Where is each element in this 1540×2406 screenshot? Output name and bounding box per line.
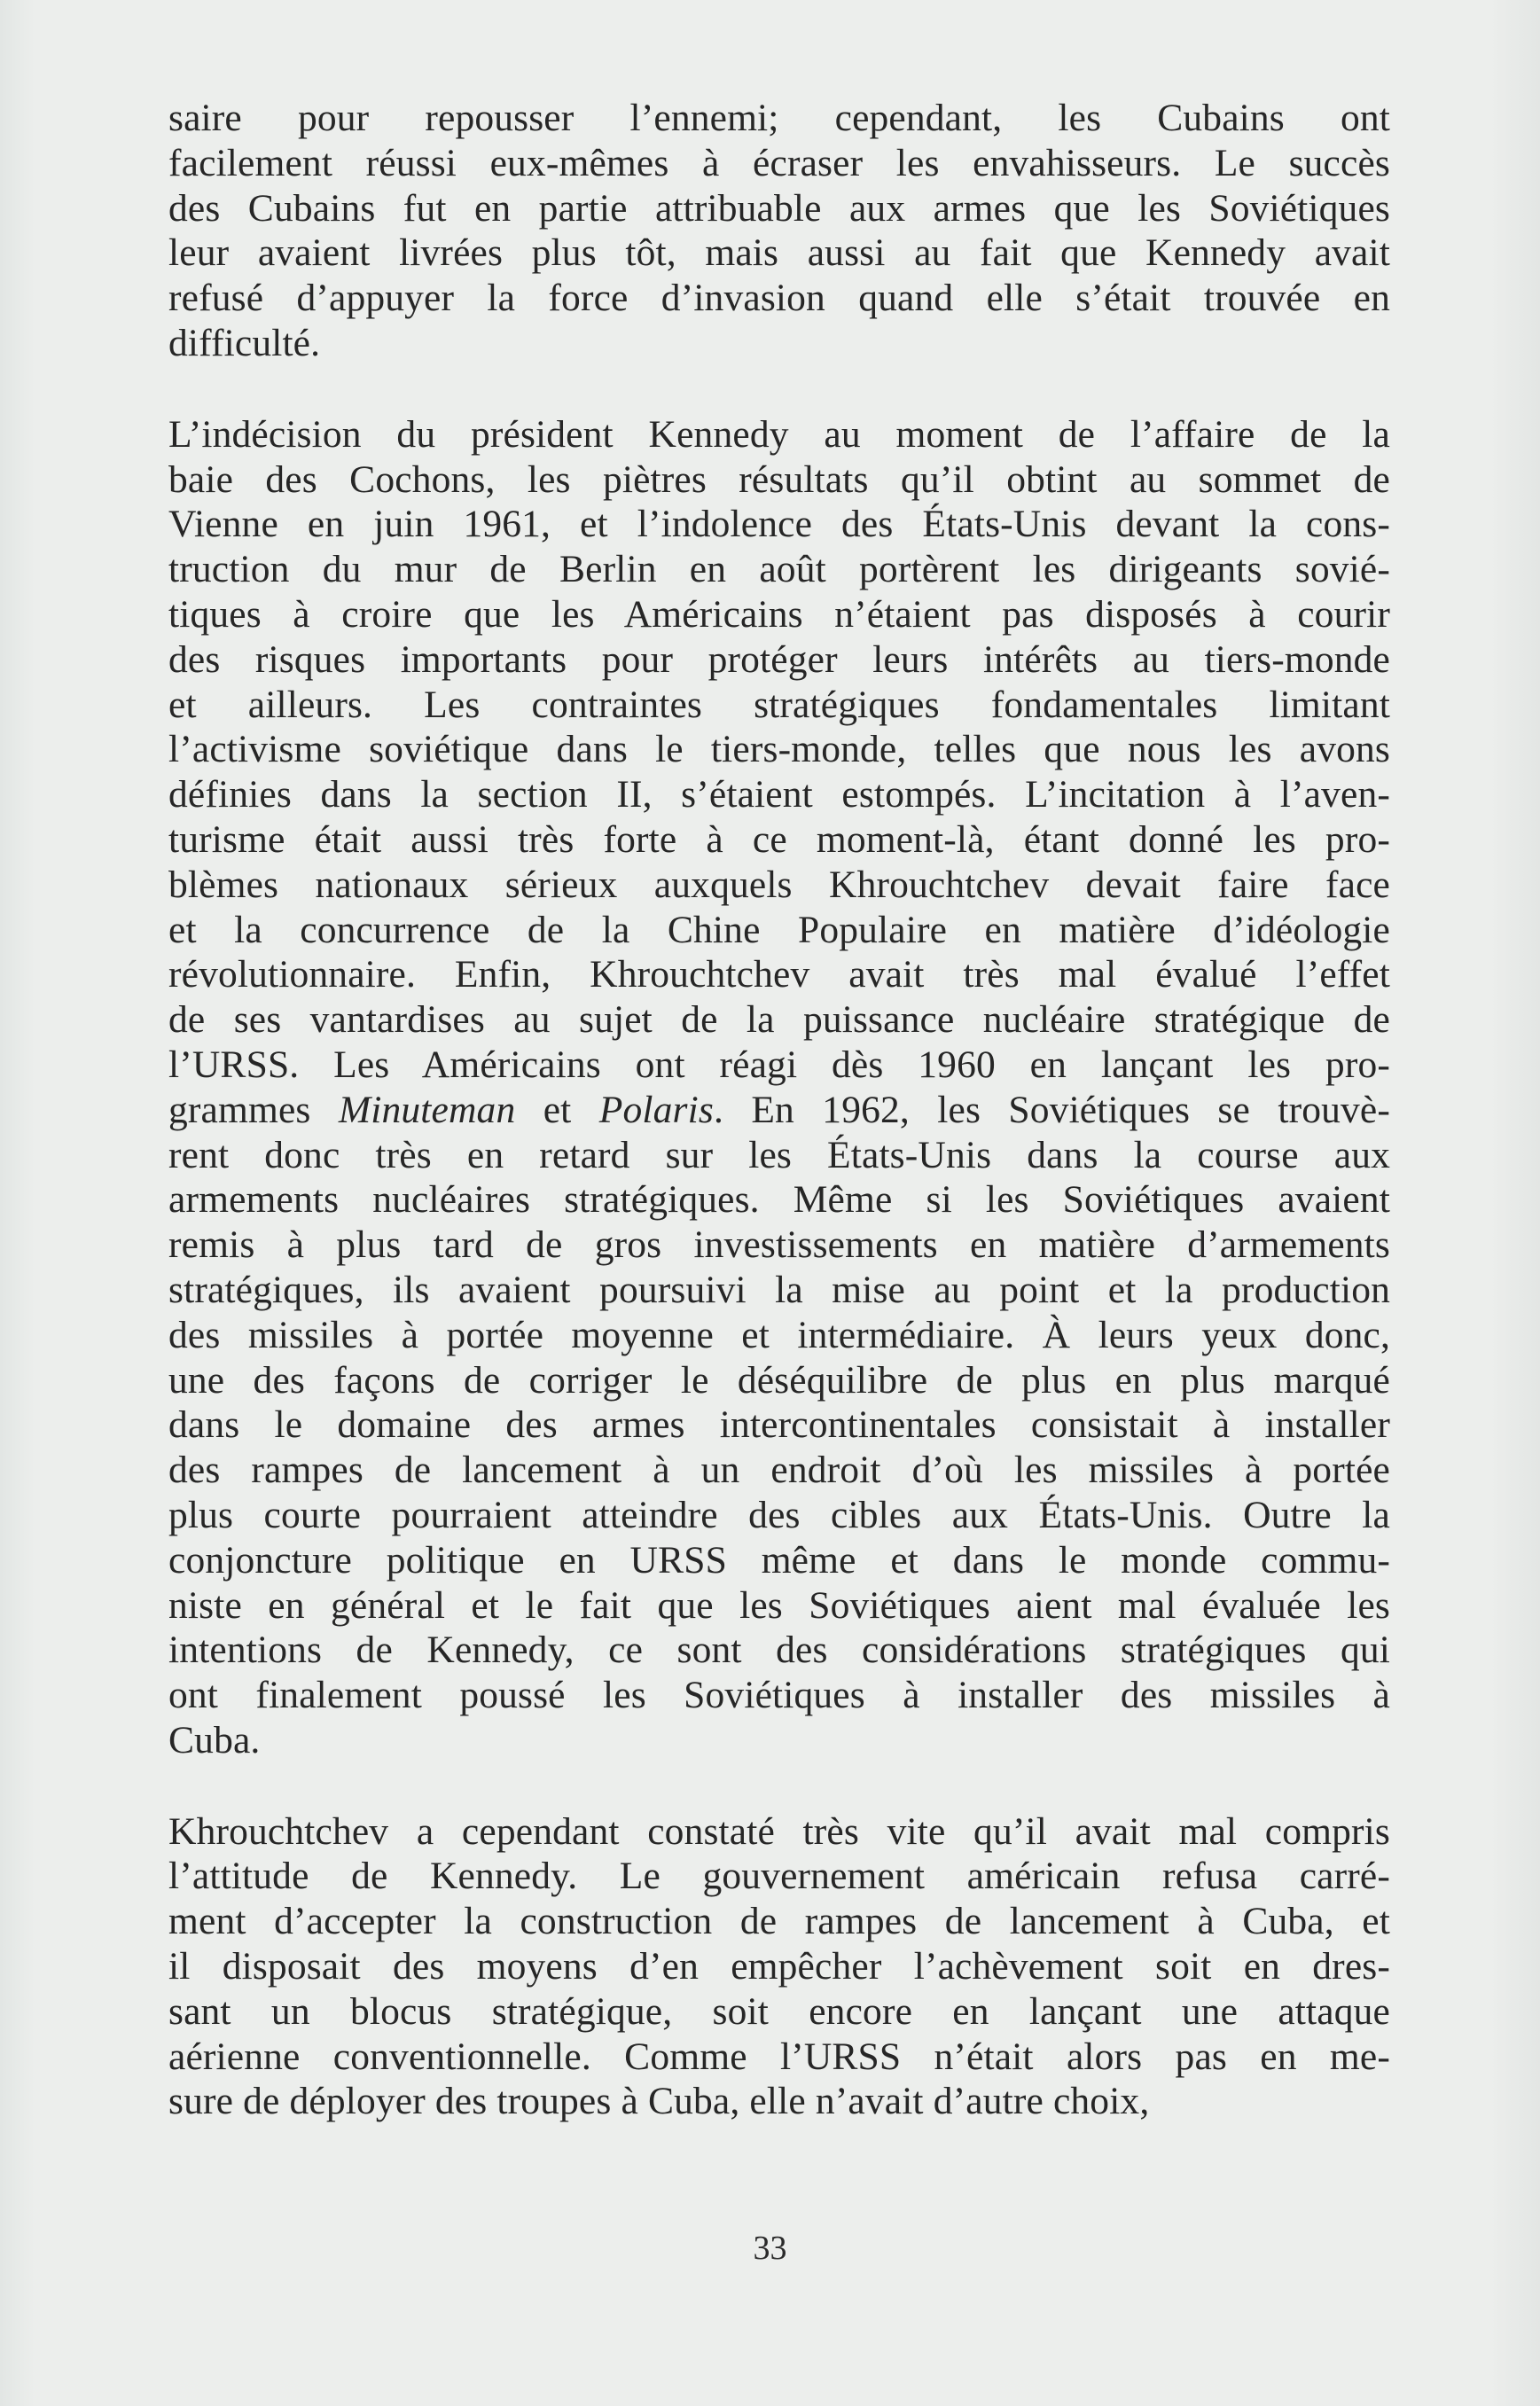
text-line: remis à plus tard de gros investissements en matière d’armements bbox=[168, 1223, 1390, 1267]
text-line: plus courte pourraient atteindre des cibles aux États-Unis. Outre la bbox=[168, 1493, 1390, 1536]
text-line: baie des Cochons, les piètres résultats qu’il obtint au sommet de bbox=[168, 457, 1390, 501]
text-line: l’activisme soviétique dans le tiers-monde, telles que nous les avons bbox=[168, 728, 1390, 771]
text-line: l’URSS. Les Américains ont réagi dès 1960 en lançant les pro- bbox=[168, 1043, 1390, 1086]
text-line: et ailleurs. Les contraintes stratégiques fondamentales limitant bbox=[168, 683, 1390, 726]
text-line: leur avaient livrées plus tôt, mais aussi au fait que Kennedy avait bbox=[168, 231, 1390, 275]
text-line: il disposait des moyens d’en empêcher l’achèvement soit en dres- bbox=[168, 1945, 1390, 1988]
text-line: des missiles à portée moyenne et intermédiaire. À leurs yeux donc, bbox=[168, 1313, 1390, 1356]
text-line: conjoncture politique en URSS même et dans le monde commu- bbox=[168, 1538, 1390, 1582]
text-line: des Cubains fut en partie attribuable aux armes que les Soviétiques bbox=[168, 186, 1390, 230]
body-text bbox=[168, 96, 1390, 2124]
text-line: intentions de Kennedy, ce sont des considérations stratégiques qui bbox=[168, 1629, 1390, 1672]
text-line: grammes Minuteman et Polaris. En 1962, les Soviétiques se trouvè- bbox=[168, 1088, 1390, 1131]
paragraph-3 bbox=[168, 1809, 1390, 2125]
paragraph-1 bbox=[168, 96, 1390, 366]
text-line: rent donc très en retard sur les États-Unis dans la course aux bbox=[168, 1133, 1390, 1176]
italic-minuteman: Minuteman bbox=[338, 1088, 516, 1131]
text-line: de ses vantardises au sujet de la puissance nucléaire stratégique de bbox=[168, 998, 1390, 1042]
text-line: blèmes nationaux sérieux auxquels Khrouchtchev devait faire face bbox=[168, 863, 1390, 906]
text-line: des rampes de lancement à un endroit d’où les missiles à portée bbox=[168, 1449, 1390, 1492]
text-line: ont finalement poussé les Soviétiques à installer des missiles à bbox=[168, 1674, 1390, 1717]
text-line: l’attitude de Kennedy. Le gouvernement américain refusa carré- bbox=[168, 1855, 1390, 1898]
text-line: stratégiques, ils avaient poursuivi la mise au point et la production bbox=[168, 1268, 1390, 1311]
text-line: armements nucléaires stratégiques. Même si les Soviétiques avaient bbox=[168, 1178, 1390, 1222]
paragraph-2 bbox=[168, 412, 1390, 1763]
text-line: sant un blocus stratégique, soit encore en lançant une attaque bbox=[168, 1989, 1390, 2033]
text-line: saire pour repousser l’ennemi; cependant, les Cubains ont bbox=[168, 97, 1390, 139]
text-line: L’indécision du président Kennedy au moment de l’affaire de la bbox=[168, 412, 1390, 456]
text-line: des risques importants pour protéger leurs intérêts au tiers-monde bbox=[168, 637, 1390, 681]
text-line: révolutionnaire. Enfin, Khrouchtchev avait très mal évalué l’effet bbox=[168, 953, 1390, 996]
text-line: Khrouchtchev a cependant constaté très vite qu’il avait mal compris bbox=[168, 1809, 1390, 1853]
text-line: truction du mur de Berlin en août portèrent les dirigeants sovié- bbox=[168, 548, 1390, 591]
text-line: aérienne conventionnelle. Comme l’URSS n’était alors pas en me- bbox=[168, 2035, 1390, 2078]
text-line: Vienne en juin 1961, et l’indolence des États-Unis devant la cons- bbox=[168, 503, 1390, 546]
page-number: 33 bbox=[753, 2230, 787, 2267]
text-line: turisme était aussi très forte à ce moment-là, étant donné les pro- bbox=[168, 817, 1390, 861]
text-line: ment d’accepter la construction de rampes de lancement à Cuba, et bbox=[168, 1900, 1390, 1943]
text-line: difficulté. bbox=[168, 321, 321, 364]
text-line: et la concurrence de la Chine Populaire en matière d’idéologie bbox=[168, 908, 1390, 951]
text-line: tiques à croire que les Américains n’étaient pas disposés à courir bbox=[168, 592, 1390, 636]
text-line: facilement réussi eux-mêmes à écraser les envahisseurs. Le succès bbox=[168, 141, 1390, 184]
text-line: une des façons de corriger le déséquilibre de plus en plus marqué bbox=[168, 1358, 1390, 1402]
text-line: sure de déployer des troupes à Cuba, elle n’avait d’autre choix, bbox=[168, 2080, 1150, 2123]
text-line: Cuba. bbox=[168, 1718, 261, 1762]
text-line: refusé d’appuyer la force d’invasion quand elle s’était trouvée en bbox=[168, 277, 1390, 320]
text-line: niste en général et le fait que les Soviétiques aient mal évaluée les bbox=[168, 1583, 1390, 1627]
text-line: dans le domaine des armes intercontinentales consistait à installer bbox=[168, 1403, 1390, 1447]
italic-polaris: Polaris bbox=[598, 1088, 714, 1131]
text-line: définies dans la section II, s’étaient estompés. L’incitation à l’aven- bbox=[168, 773, 1390, 816]
